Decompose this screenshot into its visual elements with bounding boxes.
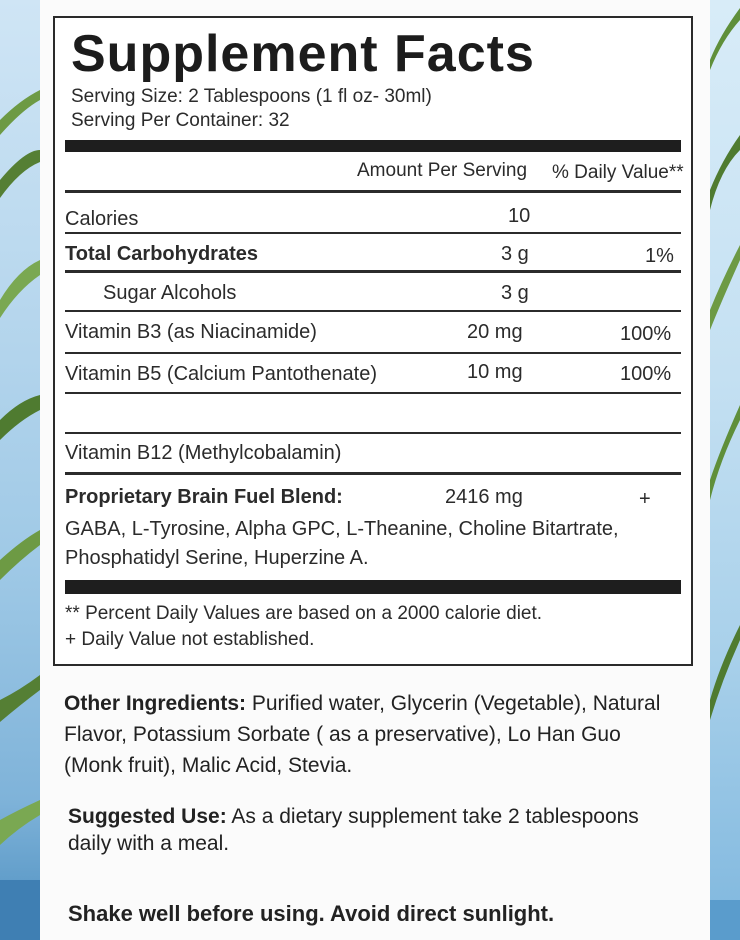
row-rule xyxy=(65,232,681,234)
row-name: Calories xyxy=(65,208,139,230)
palm-frond-left-icon xyxy=(0,0,40,940)
blend-amount: 2416 mg xyxy=(445,486,523,508)
row-amount: 20 mg xyxy=(467,321,523,343)
blend-ingredients: GABA, L-Tyrosine, Alpha GPC, L-Theanine, Choline Bitartrate, Phosphatidyl Serine, Huperzine A. xyxy=(65,518,619,569)
facts-title: Supplement Facts xyxy=(71,25,535,83)
row-amount: 3 g xyxy=(501,282,529,304)
warning-text: Shake well before using. Avoid direct sunlight. xyxy=(68,901,555,926)
row-rule xyxy=(65,310,681,312)
row-name: Vitamin B12 (Methylcobalamin) xyxy=(65,442,342,464)
header-amount: Amount Per Serving xyxy=(357,160,528,181)
row-daily-value: 100% xyxy=(620,363,672,385)
row-amount: 3 g xyxy=(501,243,529,265)
background-left-palms xyxy=(0,0,40,940)
palm-frond-right-icon xyxy=(710,0,740,940)
row-rule xyxy=(65,270,681,273)
footnote-daily-values: ** Percent Daily Values are based on a 2000 calorie diet. xyxy=(65,603,543,624)
row-rule xyxy=(65,432,681,434)
header-rule xyxy=(65,190,681,193)
row-name: Total Carbohydrates xyxy=(65,243,258,265)
blend-name: Proprietary Brain Fuel Blend: xyxy=(65,486,343,508)
background-right-palms xyxy=(710,0,740,940)
row-name: Vitamin B5 (Calcium Pantothenate) xyxy=(65,363,378,385)
row-name: Vitamin B3 (as Niacinamide) xyxy=(65,321,317,343)
supplement-facts-box xyxy=(53,16,693,666)
serving-size: Serving Size: 2 Tablespoons (1 fl oz- 30ml) xyxy=(71,86,432,107)
suggested-use-label: Suggested Use: xyxy=(68,805,227,828)
servings-per-container: Serving Per Container: 32 xyxy=(71,110,290,131)
row-daily-value: 100% xyxy=(620,323,672,345)
top-thick-bar xyxy=(65,140,681,152)
other-ingredients-text: Purified water, Glycerin (Vegetable), Natural Flavor, Potassium Sorbate ( as a preservative), Lo Han Guo (Monk fruit), Malic Acid, Stevia. xyxy=(64,692,661,777)
bottom-thick-bar xyxy=(65,580,681,594)
row-rule xyxy=(65,472,681,475)
row-daily-value: 1% xyxy=(645,245,674,267)
blend-daily-value: + xyxy=(639,488,651,510)
row-amount: 10 xyxy=(508,205,531,227)
suggested-use-text: As a dietary supplement take 2 tablespoons daily with a meal. xyxy=(68,805,639,855)
row-amount: 10 mg xyxy=(467,361,523,383)
other-ingredients-label: Other Ingredients: xyxy=(64,692,247,715)
suggested-use xyxy=(68,803,668,857)
footnote-not-established: + Daily Value not established. xyxy=(65,629,315,650)
row-rule xyxy=(65,352,681,354)
row-name: Sugar Alcohols xyxy=(103,282,237,304)
row-rule xyxy=(65,392,681,394)
other-ingredients xyxy=(64,688,684,781)
header-daily-value: % Daily Value** xyxy=(552,162,684,183)
